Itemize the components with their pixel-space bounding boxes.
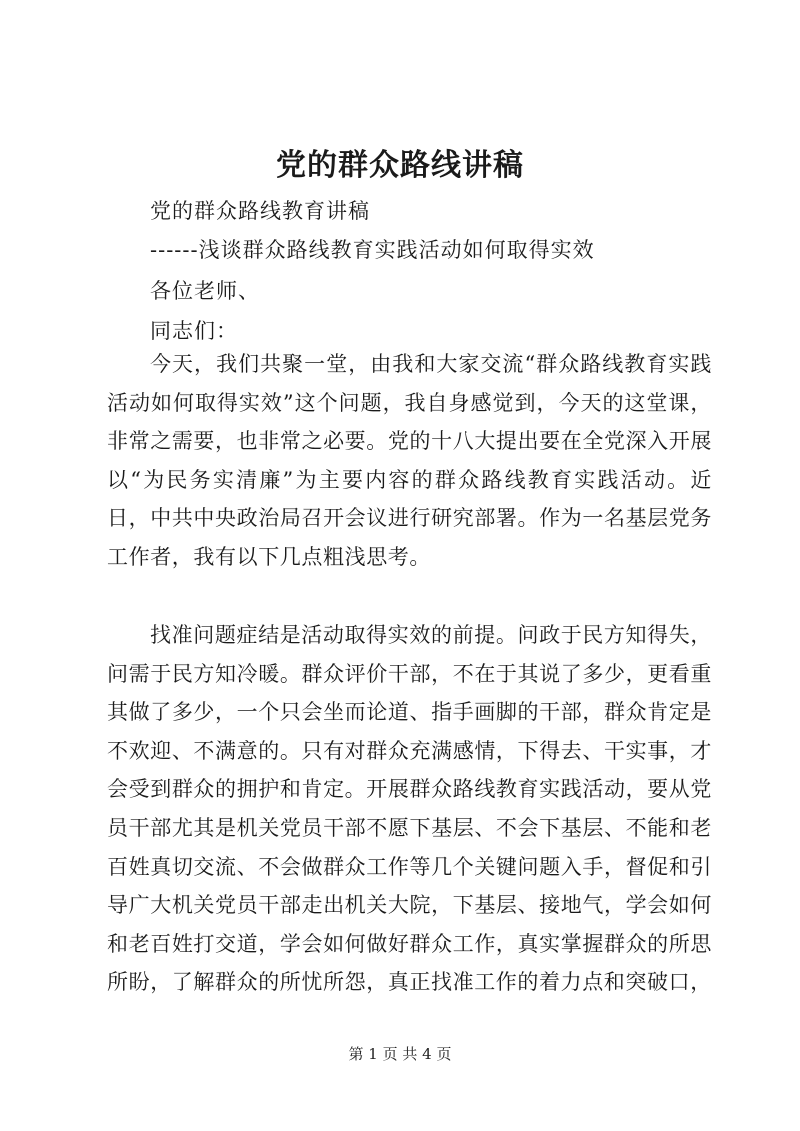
page-footer: 第 1 页 共 4 页 — [348, 1045, 452, 1063]
document-title: 党的群众路线讲稿 — [276, 148, 524, 183]
paragraph-intro: 今天，我们共聚一堂，由我和大家交流“群众路线教育实践活动如何取得实效”这个问题，我自身感觉到，今天的这堂课，非常之需要，也非常之必要。党的十八大提出要在全党深入开展以“为民务实清廉”为主要内容的群众路线教育实践活动。近日，中共中央政治局召开会议进行研究部署。作为一名基层党务工作者，我有以下几点粗浅思考。 — [107, 352, 712, 569]
paragraph-problem-diagnosis: 找准问题症结是活动取得实效的前提。问政于民方知得失，问需于民方知冷暖。群众评价干部，不在于其说了多少，更看重其做了多少，一个只会坐而论道、指手画脚的干部，群众肯定是不欢迎、不满意的。只有对群众充满感情，下得去、干实事，才会受到群众的拥护和肯定。开展群众路线教育实践活动，要从党员干部尤其是机关党员干部不愿下基层、不会下基层、不能和老百姓真切交流、不会做群众工作等几个关键问题入手，督促和引导广大机关党员干部走出机关大院，下基层、接地气，学会如何和老百姓打交道，学会如何做好群众工作，真实掌握群众的所思所盼，了解群众的所忧所怨，真正找准工作的着力点和突破口， — [107, 623, 712, 995]
salutation-teachers: 各位老师、 — [150, 279, 260, 303]
salutation-comrades: 同志们： — [150, 319, 238, 343]
document-subtitle: 党的群众路线教育讲稿 — [150, 199, 370, 223]
topic-line: ------浅谈群众路线教育实践活动如何取得实效 — [150, 238, 595, 262]
